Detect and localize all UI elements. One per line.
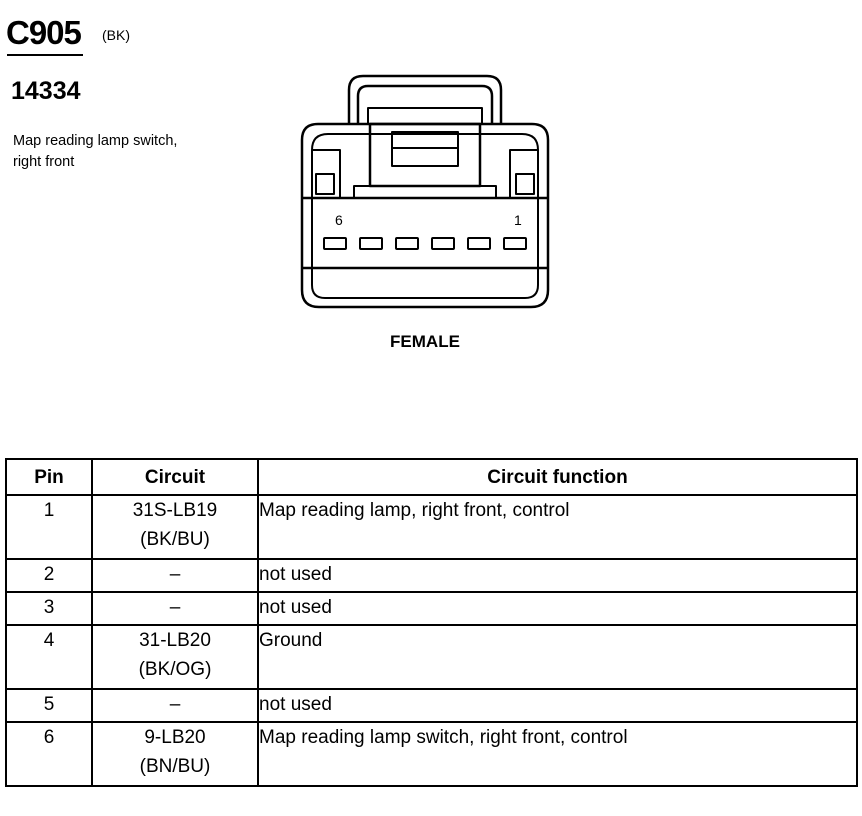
- pin-label-right: 1: [514, 212, 522, 228]
- pin-cell: 4: [6, 625, 92, 689]
- table-row: [6, 559, 857, 592]
- wire-color: (BK/BU): [140, 529, 210, 550]
- table-row: [6, 722, 857, 786]
- circuit-cell: [92, 592, 258, 625]
- connector-gender-label: FEMALE: [390, 332, 460, 351]
- table-header-row: [6, 459, 857, 495]
- connector-id: C905: [6, 14, 81, 51]
- pin-cavity-6: [324, 238, 346, 249]
- circuit-cell: [92, 559, 258, 592]
- left-guide-key: [316, 174, 334, 194]
- header-circuit: Circuit: [92, 459, 258, 495]
- connector-description: Map reading lamp switch, right front: [13, 133, 178, 170]
- pin-cell: 2: [6, 559, 92, 592]
- right-guide-key: [516, 174, 534, 194]
- function-cell: Ground: [258, 625, 857, 689]
- circuit-number: 31-LB20: [139, 630, 211, 651]
- connector-color-code: (BK): [102, 27, 130, 43]
- table-row: [6, 625, 857, 689]
- table-row: [6, 689, 857, 722]
- part-number: 14334: [11, 77, 81, 105]
- circuit-number: –: [169, 564, 181, 585]
- pin-cell: 5: [6, 689, 92, 722]
- wire-color: (BK/OG): [138, 659, 212, 680]
- circuit-number: –: [169, 597, 181, 618]
- latch-inner: [358, 86, 492, 124]
- pin-label-left: 6: [335, 212, 343, 228]
- function-cell: not used: [258, 689, 857, 722]
- pin-cavity-4: [396, 238, 418, 249]
- function-cell: not used: [258, 592, 857, 625]
- table-row: [6, 592, 857, 625]
- circuit-cell: [92, 495, 258, 559]
- header-circuit-function: Circuit function: [258, 459, 857, 495]
- pin-cavity-5: [360, 238, 382, 249]
- housing-inner-outline: [312, 134, 538, 298]
- circuit-number: 31S-LB19: [132, 500, 218, 521]
- header-pin: Pin: [6, 459, 92, 495]
- pin-cell: 6: [6, 722, 92, 786]
- pinout-table: [5, 458, 858, 787]
- circuit-cell: [92, 625, 258, 689]
- pin-cell: 3: [6, 592, 92, 625]
- wire-color: (BN/BU): [139, 756, 211, 777]
- latch-inner-step: [368, 108, 482, 124]
- table-row: [6, 495, 857, 559]
- function-cell: Map reading lamp switch, right front, control: [258, 722, 857, 786]
- latch-base: [354, 186, 496, 198]
- latch-outer: [349, 76, 501, 124]
- function-cell: Map reading lamp, right front, control: [258, 495, 857, 559]
- pin-cell: 1: [6, 495, 92, 559]
- circuit-number: –: [169, 694, 181, 715]
- pin-cavity-3: [432, 238, 454, 249]
- circuit-cell: [92, 689, 258, 722]
- circuit-cell: [92, 722, 258, 786]
- pin-cavity-1: [504, 238, 526, 249]
- function-cell: not used: [258, 559, 857, 592]
- circuit-number: 9-LB20: [144, 727, 206, 748]
- pin-cavity-2: [468, 238, 490, 249]
